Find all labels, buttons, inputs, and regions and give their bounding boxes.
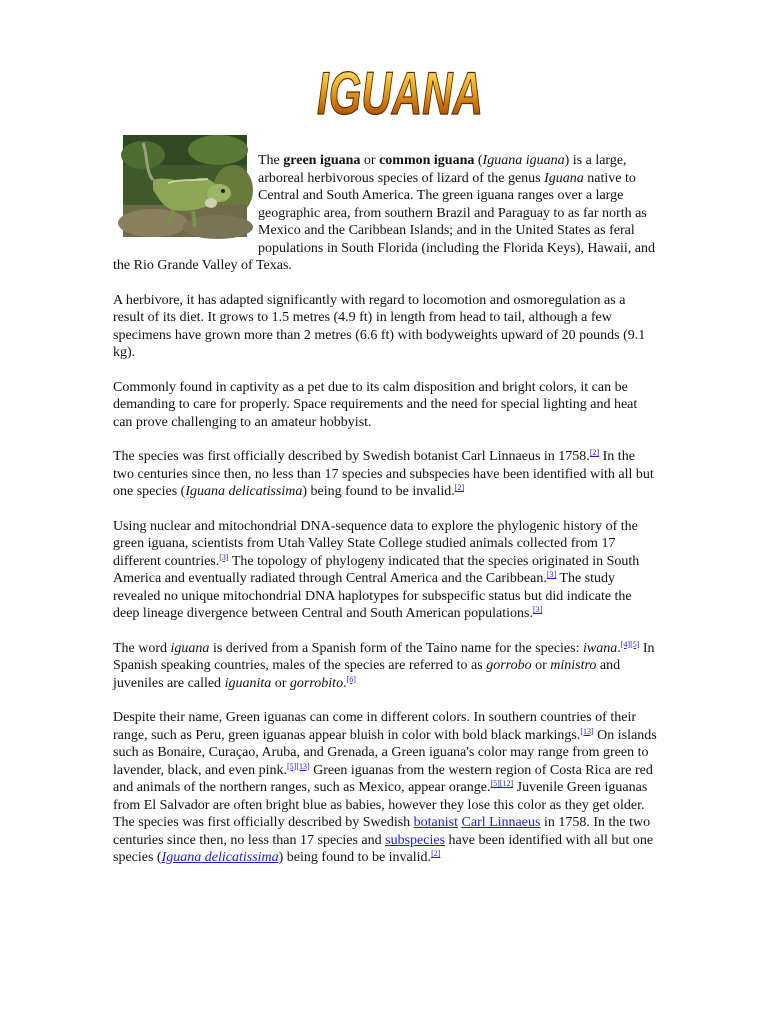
citation-link[interactable]: [5][13] (286, 761, 310, 771)
italic-word: gorrobo (486, 658, 532, 673)
link-subspecies[interactable]: subspecies (385, 832, 446, 848)
citation-link[interactable]: [2] (454, 483, 465, 492)
text: . (343, 675, 347, 691)
italic-scientific-name: Iguana iguana (482, 153, 565, 168)
title-wordart (310, 56, 490, 126)
citation-link[interactable]: [4][5] (620, 639, 640, 649)
text: in 1758. In the two centuries since then, no less than 17 species and (113, 815, 651, 848)
text: Using nuclear and mitochondrial DNA-sequence data to explore the phylogenic history of the green iguana, scientists from Utah Valley State College studied animals collected from 17 different countries. (113, 518, 638, 569)
citation[interactable] (219, 553, 228, 562)
italic-word: iguanita (224, 675, 272, 691)
text: ( (474, 153, 483, 168)
italic-word: iwana (583, 640, 618, 656)
title-wordart-graphic (310, 56, 490, 126)
citation-link[interactable]: [6] (346, 674, 356, 684)
link-carl-linnaeus[interactable]: Carl Linnaeus (461, 815, 541, 830)
title-text: IGUANA (317, 60, 483, 127)
italic-word: ministro (550, 658, 597, 673)
text: or (360, 153, 380, 168)
citation[interactable] (455, 483, 464, 492)
text: In Spanish speaking countries, males of the species are referred to as (113, 640, 655, 673)
citation[interactable] (431, 849, 440, 858)
paragraph-dna-study (113, 518, 658, 623)
text: ) is a large, arboreal herbivorous species of lizard of the genus (258, 153, 627, 186)
citation-link[interactable]: [13] (580, 726, 594, 736)
citation-link[interactable]: [5][12] (490, 779, 514, 788)
citation[interactable] (533, 605, 542, 614)
paragraph-colors (113, 709, 658, 867)
citation-link[interactable]: [2] (431, 849, 441, 858)
citation[interactable] (590, 448, 599, 457)
text: Juvenile Green iguanas from El Salvador are often bright blue as babies, however they lose this color as they get older. The species was first officially described by Swedish (113, 780, 648, 830)
italic-genus: Iguana (544, 170, 584, 186)
text: and juveniles are called (113, 658, 621, 691)
text: . (617, 640, 621, 656)
citation-link[interactable]: [3] (219, 552, 229, 562)
citation-link[interactable]: [3] (533, 605, 543, 614)
citation[interactable] (347, 675, 356, 684)
citation-link[interactable]: [2] (589, 448, 600, 457)
text: In the two centuries since then, no less than 17 species and subspecies have been identified with all but one species ( (113, 449, 654, 499)
bold-term-green-iguana: green iguana (283, 153, 361, 168)
text: or (271, 675, 290, 691)
citation[interactable] (490, 779, 513, 788)
text: The topology of phylogeny indicated that the species originated in South America and eventually radiated through Central America and the Caribbean. (113, 553, 640, 586)
italic-word: gorrobito (289, 675, 344, 691)
link-iguana-delicatissima[interactable]: Iguana delicatissima (161, 850, 279, 865)
citation-link[interactable]: [3] (546, 570, 557, 579)
text: The word (113, 640, 171, 656)
text: or (531, 658, 551, 673)
italic-scientific-name: Iguana delicatissima (185, 484, 303, 499)
text: The (258, 153, 284, 168)
text: Green iguanas from the western region of Costa Rica are red and animals of the northern ranges, such as Mexico, appear orange. (113, 762, 653, 795)
paragraph-etymology (113, 640, 658, 693)
text: is derived from a Spanish form of the Taino name for the species: (209, 640, 583, 656)
article-body (113, 152, 658, 884)
text: The study revealed no unique mitochondrial DNA haplotypes for subspecific status but did indicate the deep lineage divergence between Central and South American populations. (113, 571, 632, 621)
paragraph-captivity: Commonly found in captivity as a pet due to its calm disposition and bright colors, it can be demanding to care for properly. Space requirements and the need for special lighting and heat can prove challenging to an amateur hobbyist. (113, 379, 638, 430)
text: Despite their name, Green iguanas can come in different colors. In southern countries of their range, such as Peru, green iguanas appear bluish in color with bold black markings. (113, 710, 637, 743)
paragraph-intro (113, 152, 658, 275)
paragraph-herbivore: A herbivore, it has adapted significantly with regard to locomotion and osmoregulation as a result of its diet. It grows to 1.5 metres (4.9 ft) in length from head to tail, although a few specimens have grown more than 2 metres (6.6 ft) with bodyweights upward of 20 pounds (9.1 kg). (113, 292, 646, 360)
text: ) being found to be invalid. (302, 484, 455, 499)
paragraph-species-description (113, 448, 658, 501)
citation[interactable] (287, 762, 310, 771)
text: The species was first officially described by Swedish botanist Carl Linnaeus in 1758. (113, 449, 590, 464)
bold-term-common-iguana: common iguana (379, 153, 475, 168)
text: ) being found to be invalid. (278, 850, 432, 865)
text: native to Central and South America. The green iguana ranges over a large geographic area, from southern Brazil and Paraguay to as far north as Mexico and the Caribbean Islands; and in the United States as feral populations in South Florida (including the Florida Keys), Hawaii, and the Rio Grande Valley of Texas. (113, 170, 656, 273)
text: have been identified with all but one species ( (113, 832, 654, 865)
photo-spacer (113, 152, 258, 242)
citation[interactable] (621, 640, 640, 649)
citation[interactable] (580, 727, 593, 736)
citation[interactable] (547, 570, 556, 579)
link-botanist[interactable]: botanist (413, 815, 459, 830)
text: On islands such as Bonaire, Curaçao, Aruba, and Grenada, a Green iguana's color may range from green to lavender, black, and even pink. (113, 727, 657, 778)
italic-word: iguana (170, 640, 210, 656)
